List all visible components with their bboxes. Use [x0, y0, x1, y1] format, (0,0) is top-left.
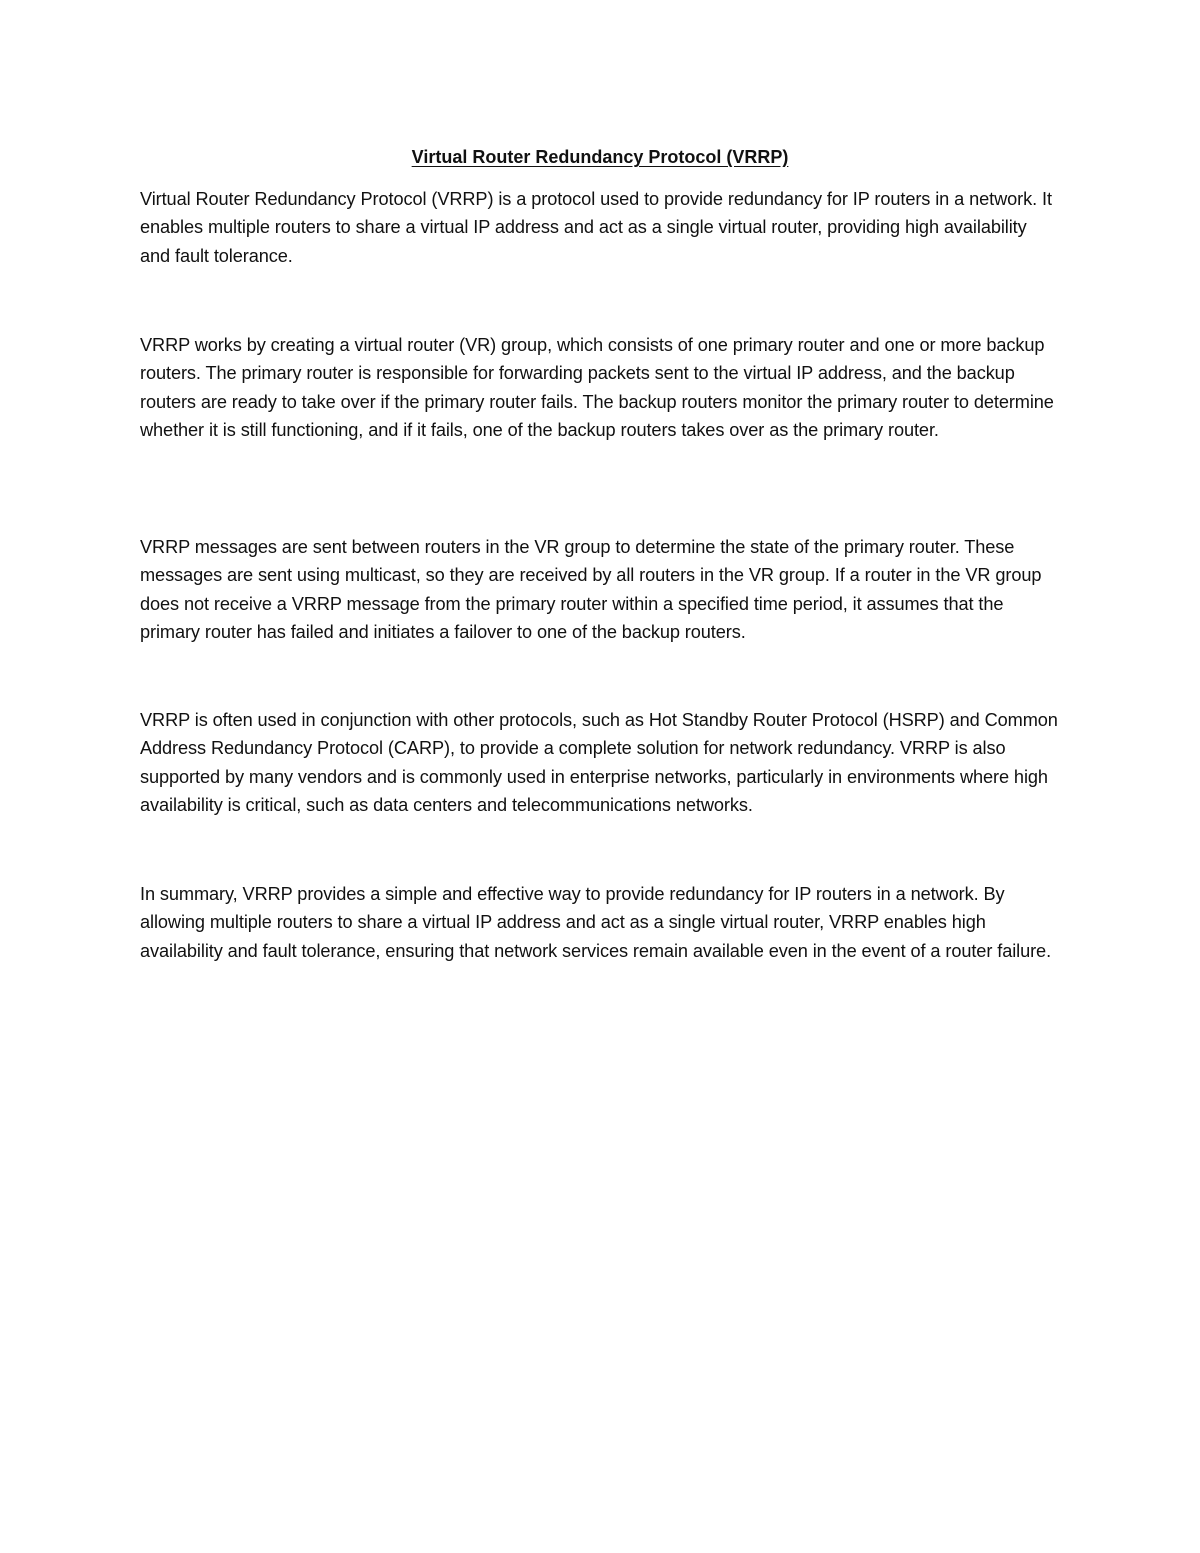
- paragraph-summary: In summary, VRRP provides a simple and effective way to provide redundancy for IP routers in a network. By allowing multiple routers to share a virtual IP address and act as a single virtual router, VRRP enables high availability and fault tolerance, ensuring that network services remain available even in the event of a router failure.: [140, 884, 1052, 961]
- paragraph-vrrp-messages: VRRP messages are sent between routers in the VR group to determine the state of the primary router. These messages are sent using multicast, so they are received by all routers in the VR group. If a router in the VR group does not receive a VRRP message from the primary router within a specified time period, it assumes that the primary router has failed and initiates a failover to one of the backup routers.: [140, 537, 1042, 643]
- paragraph-related-protocols: VRRP is often used in conjunction with other protocols, such as Hot Standby Router Protocol (HSRP) and Common Address Redundancy Protocol (CARP), to provide a complete solution for network redundancy. VRRP is also supported by many vendors and is commonly used in enterprise networks, particularly in environments where high availability is critical, such as data centers and telecommunications networks.: [140, 710, 1058, 816]
- document-title: Virtual Router Redundancy Protocol (VRRP): [411, 147, 789, 167]
- paragraph-introduction: Virtual Router Redundancy Protocol (VRRP) is a protocol used to provide redundancy for IP routers in a network. It enables multiple routers to share a virtual IP address and act as a single virtual router, providing high availability and fault tolerance.: [140, 189, 1052, 266]
- paragraph-how-vrrp-works: VRRP works by creating a virtual router (VR) group, which consists of one primary router and one or more backup routers. The primary router is responsible for forwarding packets sent to the virtual IP address, and the backup routers are ready to take over if the primary router fails. The backup routers monitor the primary router to determine whether it is still functioning, and if it fails, one of the backup routers takes over as the primary router.: [140, 335, 1054, 441]
